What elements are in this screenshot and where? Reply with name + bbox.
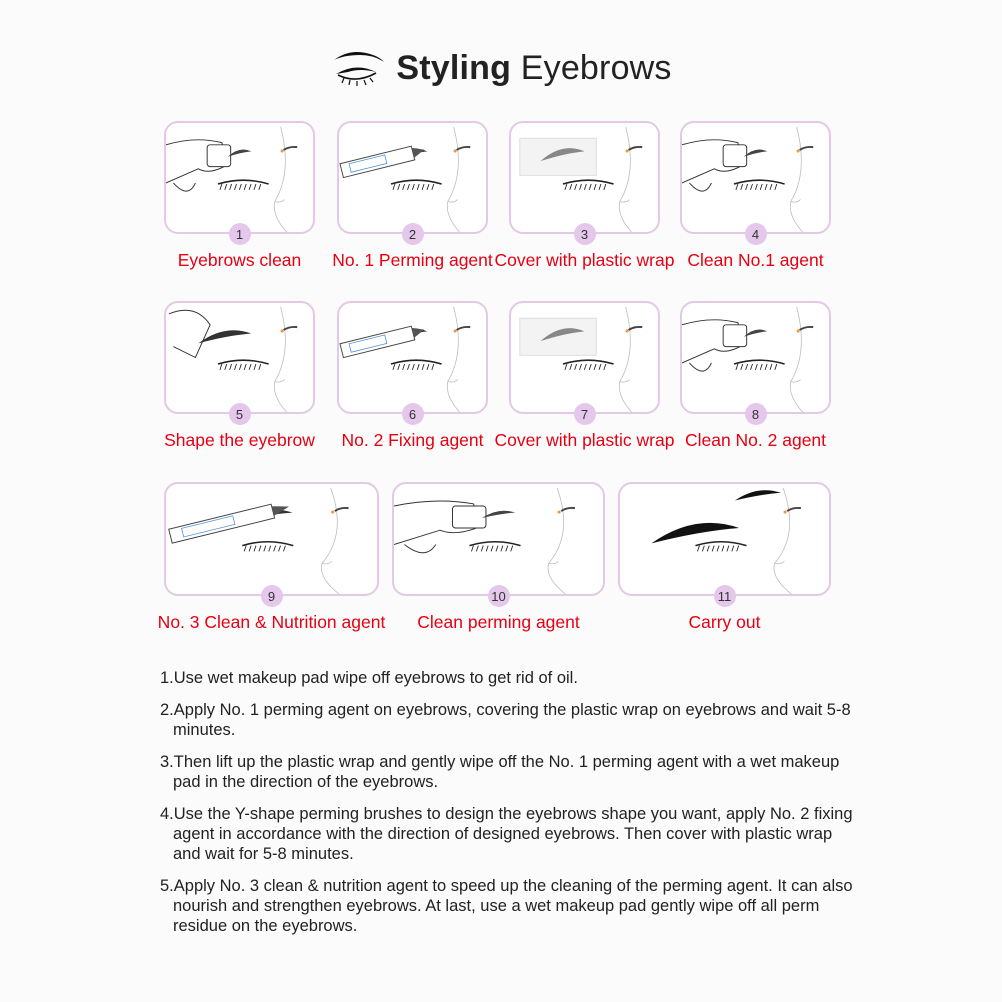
step-label: Eyebrows clean <box>177 250 302 270</box>
step-label: Carry out <box>688 612 761 632</box>
applicator-pen-icon <box>339 303 486 412</box>
step-card-4 <box>680 121 831 234</box>
step-number-badge: 2 <box>402 223 424 245</box>
step-card-2 <box>337 121 488 234</box>
step-label: No. 2 Fixing agent <box>341 430 484 450</box>
step-number-badge: 1 <box>229 223 251 245</box>
step-number-badge: 3 <box>574 223 596 245</box>
plastic-wrap-icon <box>511 303 658 412</box>
applicator-pen-icon <box>166 484 377 594</box>
step-number-badge: 5 <box>229 403 251 425</box>
step-label: Cover with plastic wrap <box>494 430 675 450</box>
instruction-item: 3.Then lift up the plastic wrap and gently wipe off the No. 1 perming agent with a wet makeup pad in the direction of the eyebrows. <box>160 753 840 791</box>
title-bold: Styling <box>396 48 512 87</box>
instruction-item: 5.Apply No. 3 clean & nutrition agent to speed up the cleaning of the perming agent. It can also nourish and strengthen eyebrows. At last, use a wet makeup pad gently wipe off all perm residue on the eyebrows. <box>160 877 853 935</box>
instructions-list <box>160 668 860 948</box>
step-card-10 <box>392 482 605 596</box>
hand-pad-wiping-icon <box>682 123 829 232</box>
step-card-5 <box>164 301 315 414</box>
step-card-9 <box>164 482 379 596</box>
step-card-6 <box>337 301 488 414</box>
step-label: No. 1 Perming agent <box>332 250 493 270</box>
brush-shaping-icon <box>166 303 313 412</box>
step-number-badge: 7 <box>574 403 596 425</box>
applicator-pen-icon <box>339 123 486 232</box>
step-card-8 <box>680 301 831 414</box>
step-label: Clean No. 2 agent <box>684 430 827 450</box>
step-number-badge: 4 <box>745 223 767 245</box>
instruction-item: 2.Apply No. 1 perming agent on eyebrows, covering the plastic wrap on eyebrows and wait 5-8 minutes. <box>160 701 851 739</box>
hand-pad-wiping-icon <box>682 303 829 412</box>
instruction-item: 4.Use the Y-shape perming brushes to design the eyebrows shape you want, apply No. 2 fixing agent in accordance with the direction of designed eyebrows. Then cover with plastic wrap and wait for 5-8 minutes. <box>160 805 853 863</box>
eye-brow-logo-icon <box>330 48 386 88</box>
step-label: Cover with plastic wrap <box>494 250 675 270</box>
step-label: Shape the eyebrow <box>164 430 315 450</box>
title-regular: Eyebrows <box>520 48 672 87</box>
step-card-11 <box>618 482 831 596</box>
step-card-7 <box>509 301 660 414</box>
hand-pad-wiping-icon <box>394 484 603 594</box>
step-label: Clean No.1 agent <box>687 250 824 270</box>
step-card-3 <box>509 121 660 234</box>
step-number-badge: 9 <box>261 585 283 607</box>
step-number-badge: 11 <box>714 585 736 607</box>
page-title <box>396 49 671 88</box>
step-number-badge: 8 <box>745 403 767 425</box>
page-header <box>0 38 1002 98</box>
step-card-1 <box>164 121 315 234</box>
instruction-item: 1.Use wet makeup pad wipe off eyebrows to get rid of oil. <box>160 669 578 687</box>
step-label: Clean perming agent <box>417 612 580 632</box>
plastic-wrap-icon <box>511 123 658 232</box>
finished-eyebrow-icon <box>620 484 829 594</box>
step-number-badge: 6 <box>402 403 424 425</box>
step-label: No. 3 Clean & Nutrition agent <box>157 612 386 632</box>
step-number-badge: 10 <box>488 585 510 607</box>
hand-pad-wiping-icon <box>166 123 313 232</box>
